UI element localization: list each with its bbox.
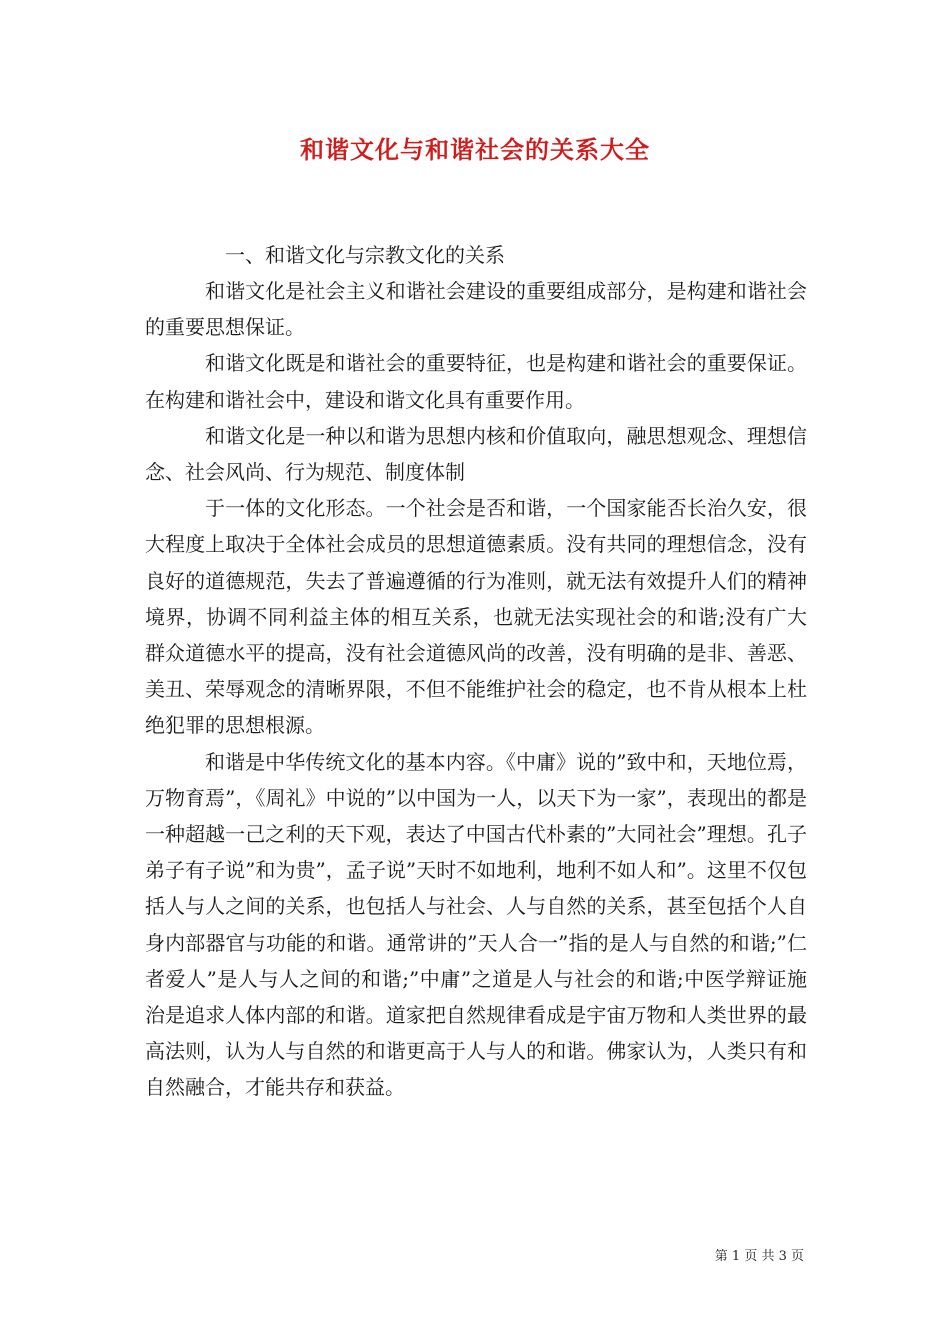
paragraph-1: 和谐文化是社会主义和谐社会建设的重要组成部分，是构建和谐社会的重要思想保证。	[145, 279, 807, 340]
paragraph-3: 和谐文化是一种以和谐为思想内核和价值取向，融思想观念、理想信念、社会风尚、行为规范、制度体制	[145, 423, 807, 485]
document-body	[145, 237, 807, 1106]
paragraph-5: 和谐是中华传统文化的基本内容。《中庸》说的”致中和，天地位焉，万物育焉”，《周礼》中说的”以中国为一人，以天下为一家”，表现出的都是一种超越一己之利的天下观，表达了中国古代朴素的”大同社会”理想。孔子弟子有子说”和为贵”，孟子说”天时不如地利，地利不如人和”。这里不仅包括人与人之间的关系，也包括人与社会、人与自然的关系，甚至包括个人自身内部器官与功能的和谐。通常讲的”天人合一”指的是人与自然的和谐;”仁者爱人”是人与人之间的和谐;”中庸”之道是人与社会的和谐;中医学辩证施治是追求人体内部的和谐。道家把自然规律看成是宇宙万物和人类世界的最高法则，认为人与自然的和谐更高于人与人的和谐。佛家认为，人类只有和自然融合，才能共存和获益。	[145, 749, 807, 1100]
page-number-footer: 第 1 页 共 3 页	[714, 1249, 804, 1264]
paragraph-4: 于一体的文化形态。一个社会是否和谐，一个国家能否长治久安，很大程度上取决于全体社会成员的思想道德素质。没有共同的理想信念，没有良好的道德规范，失去了普遍遵循的行为准则，就无法有效提升人们的精神境界，协调不同利益主体的相互关系，也就无法实现社会的和谐;没有广大群众道德水平的提高，没有社会道德风尚的改善，没有明确的是非、善恶、美丑、荣辱观念的清晰界限，不但不能维护社会的稳定，也不肯从根本上杜绝犯罪的思想根源。	[145, 496, 807, 738]
paragraph-2: 和谐文化既是和谐社会的重要特征，也是构建和谐社会的重要保证。在构建和谐社会中，建设和谐文化具有重要作用。	[145, 351, 807, 412]
section-heading: 一、和谐文化与宗教文化的关系	[225, 243, 505, 267]
document-title: 和谐文化与和谐社会的关系大全	[300, 135, 650, 164]
